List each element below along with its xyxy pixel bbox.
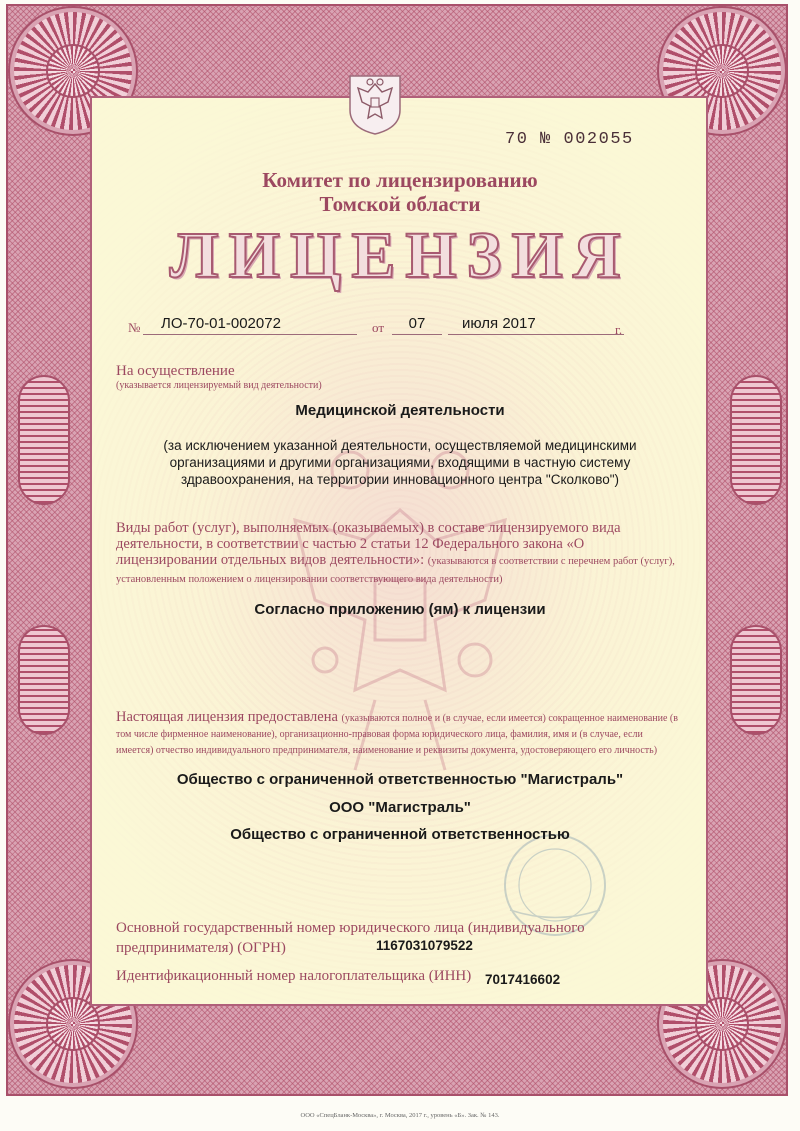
- issuing-authority: [160, 168, 640, 216]
- granted-hint: (указываются полное и (в случае, если имеется) сокращенное наименование (в том числе фирменное наименование), организационно-правовая форма юридического лица, фамилия, имя и (в случае, если имеется) отчество индивидуального предпринимателя, наименование и реквизиты документа, удостоверяющего его личность): [116, 713, 678, 756]
- serial-number: 70 № 002055: [505, 130, 634, 149]
- ogrn-label: Основной государственный номер юридического лица (индивидуального предпринимателя) (ОГРН): [116, 920, 585, 956]
- works-value: Согласно приложению (ям) к лицензии: [254, 601, 546, 618]
- ogrn-value: 1167031079522: [376, 938, 473, 953]
- side-ornament-right: [730, 375, 782, 505]
- activity-note: (за исключением указанной деятельности, осуществляемой медицинскими организациями и другими организациями, входящими в частную систему здравоохранения, на территории инновационного центра "Сколково"): [163, 438, 637, 487]
- works-hint: (указываются в соответствии с перечнем работ (услуг), установленным положением о лицензировании соответствующего вида деятельности): [116, 556, 675, 585]
- license-title: ЛИЦЕНЗИЯ: [169, 219, 631, 292]
- inn-label: Идентификационный номер налогоплательщика (ИНН): [116, 968, 472, 984]
- granted-label-text: Настоящая лицензия предоставлена: [116, 709, 338, 725]
- date-month-year: июля 2017: [448, 315, 624, 335]
- works-label: [116, 520, 676, 588]
- organization-legal-form: Общество с ограниченной ответственностью: [230, 826, 570, 843]
- authority-line-2: Томской области: [319, 192, 481, 216]
- date-suffix: г.: [615, 322, 623, 337]
- date-day: 07: [392, 315, 442, 335]
- inn-value: 7017416602: [485, 972, 561, 987]
- authority-line-1: Комитет по лицензированию: [262, 168, 538, 192]
- date-prefix: от: [372, 320, 385, 335]
- activity-label: На осуществление: [116, 363, 235, 379]
- number-label: №: [128, 320, 141, 335]
- side-ornament-right-lower: [730, 625, 782, 735]
- organization-short-name: ООО "Магистраль": [329, 799, 471, 816]
- coat-of-arms-icon: [346, 70, 404, 136]
- license-number: ЛО-70-01-002072: [143, 315, 357, 335]
- works-label-text: Виды работ (услуг), выполняемых (оказываемых) в составе лицензируемого вида деятельности, в соответствии с частью 2 статьи 12 Федерального закона «О лицензировании отдельных видов деятельности»:: [116, 520, 621, 568]
- organization-full-name: Общество с ограниченной ответственностью "Магистраль": [176, 771, 624, 788]
- side-ornament-left-lower: [18, 625, 70, 735]
- granted-label: [116, 710, 681, 758]
- printer-footer: ООО «СпецБланк-Москва», г. Москва, 2017 г., уровень «Б». Зак. № 143.: [300, 1112, 500, 1119]
- activity-hint: (указывается лицензируемый вид деятельности): [116, 380, 322, 391]
- side-ornament-left: [18, 375, 70, 505]
- activity-value: Медицинской деятельности: [295, 402, 505, 419]
